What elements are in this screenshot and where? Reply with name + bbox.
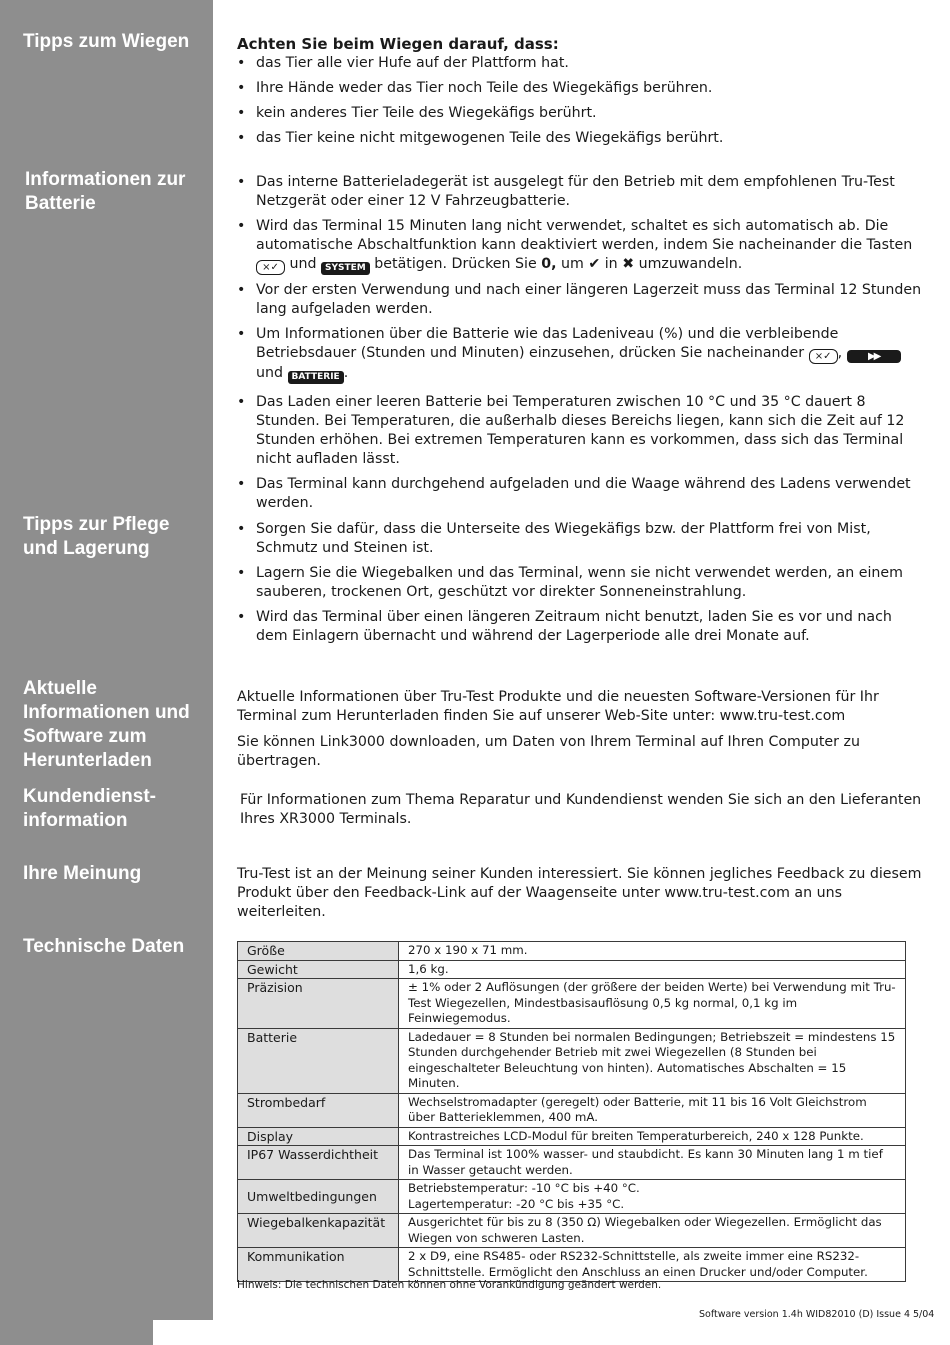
list-item: • kein anderes Tier Teile des Wiegekäfigs berührt. [237,104,927,123]
heading-tipps-wiegen: Tipps zum Wiegen [23,31,190,52]
batterie-b2-text-c: betätigen. Drücken Sie [374,256,537,272]
heading-batterie: Informationen zur Batterie [25,169,186,214]
wiegen-lead: Achten Sie beim Wiegen darauf, dass: [237,35,559,53]
batterie-b4-text-c: und [256,365,283,381]
spec-key: Wiegebalkenkapazität [238,1214,399,1248]
section-meinung [237,865,927,929]
meinung-text: Tru-Test ist an der Meinung seiner Kunden interessiert. Sie können jegliches Feedback zu diesem Produkt über den Feedback-Link auf der Waagenseite unter www.tru-test.com an uns weiterleiten. [237,866,922,920]
heading-software: Aktuelle Informationen und Software zum Herunterladen [23,678,190,771]
heading-technik: Technische Daten [23,936,185,957]
list-item: • Ihre Hände weder das Tier noch Teile des Wiegekäfigs berühren. [237,79,927,98]
list-item: • Das interne Batterieladegerät ist ausgelegt für den Betrieb mit dem empfohlenen Tru-Test Netzgerät oder einer 12 V Fahrzeugbatterie. [237,173,927,211]
batterie-b2-text-f: umzuwandeln. [638,256,743,272]
spec-value: Betriebstemperatur: -10 °C bis +40 °C. Lagertemperatur: -20 °C bis +35 °C. [399,1180,906,1214]
spec-table [237,941,906,1282]
cross-icon: ✖ [622,256,635,272]
sidebar-notch [153,1320,213,1345]
zero-key-icon: 0, [541,256,557,272]
spec-key: Größe [238,942,399,961]
spec-value: 270 x 190 x 71 mm. [399,942,906,961]
spec-note: Hinweis: Die technischen Daten können ohne Vorankündigung geändert werden. [237,1279,662,1291]
spec-value: Ladedauer = 8 Stunden bei normalen Bedingungen; Betriebszeit = mindestens 15 Stunden durchgehender Betrieb mit zwei Wiegezellen (8 Stunden bei eingeschalteter Beleuchtung von hinten). Automatisches Abschalten = 15 Minuten. [399,1028,906,1093]
spec-value: Das Terminal ist 100% wasser- und staubdicht. Es kann 30 Minuten lang 1 m tief in Wasser getaucht werden. [399,1146,906,1180]
wiegen-list [237,54,927,148]
spec-key: Gewicht [238,960,399,979]
section-batterie [237,173,927,519]
batterie-b4-text-a: Um Informationen über die Batterie wie das Ladeniveau (%) und die verbleibende Betriebsdauer (Stunden und Minuten) einzusehen, drücken Sie nacheinander [256,326,839,361]
batterie-b2-text-b: und [289,256,317,272]
list-item: • Das Laden einer leeren Batterie bei Temperaturen zwischen 10 °C und 35 °C dauert 8 Stunden. Bei Temperaturen, die außerhalb dieses Bereichs liegen, kann sich die Zeit auf 12 Stunden erhöhen. Bei extremen Temperaturen kann es vorkommen, dass sich das Terminal nicht aufladen lässt. [237,393,927,469]
spec-key: Strombedarf [238,1093,399,1127]
table-row [238,1127,906,1146]
check-icon: ✔ [588,256,601,272]
spec-key: Display [238,1127,399,1146]
spec-key: Batterie [238,1028,399,1093]
table-row [238,1146,906,1180]
spec-value: Ausgerichtet für bis zu 8 (350 Ω) Wiegebalken oder Wiegezellen. Ermöglicht das Wiegen von schweren Lasten. [399,1214,906,1248]
spec-key: Präzision [238,979,399,1029]
list-item: • Sorgen Sie dafür, dass die Unterseite des Wiegekäfigs bzw. der Plattform frei von Mist, Schmutz und Steinen ist. [237,520,927,558]
spec-value: 2 x D9, eine RS485- oder RS232-Schnittstelle, als zweite immer eine RS232-Schnittstelle. Ermöglicht den Anschluss an einen Drucker und/oder Computer. [399,1248,906,1282]
system-key-icon: SYSTEM [321,262,370,275]
list-item: • das Tier keine nicht mitgewogenen Teile des Wiegekäfigs berührt. [237,129,927,148]
batterie-b2-text-a: Wird das Terminal 15 Minuten lang nicht verwendet, schaltet es sich automatisch ab. Die automatische Abschaltfunktion kann deaktiviert werden, indem Sie nacheinander die Tasten [256,218,913,253]
table-row [238,960,906,979]
section-kundendienst [240,791,930,836]
table-row [238,1248,906,1282]
table-row [238,942,906,961]
batterie-b2-text-e: in [604,256,618,272]
batterie-b4-text-d: . [343,365,349,381]
heading-meinung: Ihre Meinung [23,863,142,884]
spec-value: ± 1% oder 2 Auflösungen (der größere der beiden Werte) bei Verwendung mit Tru-Test Wiegezellen, Mindestbasisauflösung 0,5 kg normal, 0,1 kg im Feinwiegemodus. [399,979,906,1029]
table-row [238,979,906,1029]
heading-kundendienst: Kundendienst-information [23,786,156,831]
section-wiegen [237,35,927,154]
software-text: Aktuelle Informationen über Tru-Test Produkte und die neuesten Software-Versionen für Ihr Terminal zum Herunterladen finden Sie auf unserer Web-Site unter: www.tru-test.com [237,689,879,724]
list-item [237,325,927,384]
software-link3000-text: Sie können Link3000 downloaden, um Daten von Ihrem Terminal auf Ihren Computer zu übertragen. [237,734,860,769]
list-item: • Wird das Terminal über einen längeren Zeitraum nicht benutzt, laden Sie es vor und nach dem Einlagern übernacht und während der Lagerperiode alle drei Monate auf. [237,608,927,646]
batterie-b2-text-d: um [561,256,584,272]
table-row [238,1093,906,1127]
table-row [238,1028,906,1093]
list-item: • Das Terminal kann durchgehend aufgeladen und die Waage während des Ladens verwendet werden. [237,475,927,513]
table-row [238,1180,906,1214]
spec-value: 1,6 kg. [399,960,906,979]
battery-key-icon: BATTERIE [288,371,344,384]
pflege-list [237,520,927,646]
section-software [237,688,927,778]
spec-key: IP67 Wasserdichtheit [238,1146,399,1180]
ok-key-icon: ×✓ [809,349,838,364]
section-pflege [237,520,927,652]
spec-value: Wechselstromadapter (geregelt) oder Batterie, mit 11 bis 16 Volt Gleichstrom über Batterieklemmen, 400 mA. [399,1093,906,1127]
list-item: • das Tier alle vier Hufe auf der Plattform hat. [237,54,927,73]
list-item: • Vor der ersten Verwendung und nach einer längeren Lagerzeit muss das Terminal 12 Stunden lang aufgeladen werden. [237,281,927,319]
heading-pflege: Tipps zur Pflege und Lagerung [23,514,170,559]
list-item [237,217,927,275]
ok-key-icon: ×✓ [256,260,285,275]
fast-forward-key-icon: ▶▶ [847,350,901,363]
batterie-list [237,173,927,513]
spec-key: Umweltbedingungen [238,1180,399,1214]
kundendienst-text: Für Informationen zum Thema Reparatur und Kundendienst wenden Sie sich an den Lieferanten Ihres XR3000 Terminals. [240,792,922,827]
footer-version: Software version 1.4h WID82010 (D) Issue 4 5/04 [699,1309,935,1320]
spec-value: Kontrastreiches LCD-Modul für breiten Temperaturbereich, 240 x 128 Punkte. [399,1127,906,1146]
table-row [238,1214,906,1248]
batterie-b4-text-b: , [837,345,843,361]
spec-key: Kommunikation [238,1248,399,1282]
list-item: • Lagern Sie die Wiegebalken und das Terminal, wenn sie nicht verwendet werden, an einem sauberen, trockenen Ort, geschützt vor direkter Sonneneinstrahlung. [237,564,927,602]
